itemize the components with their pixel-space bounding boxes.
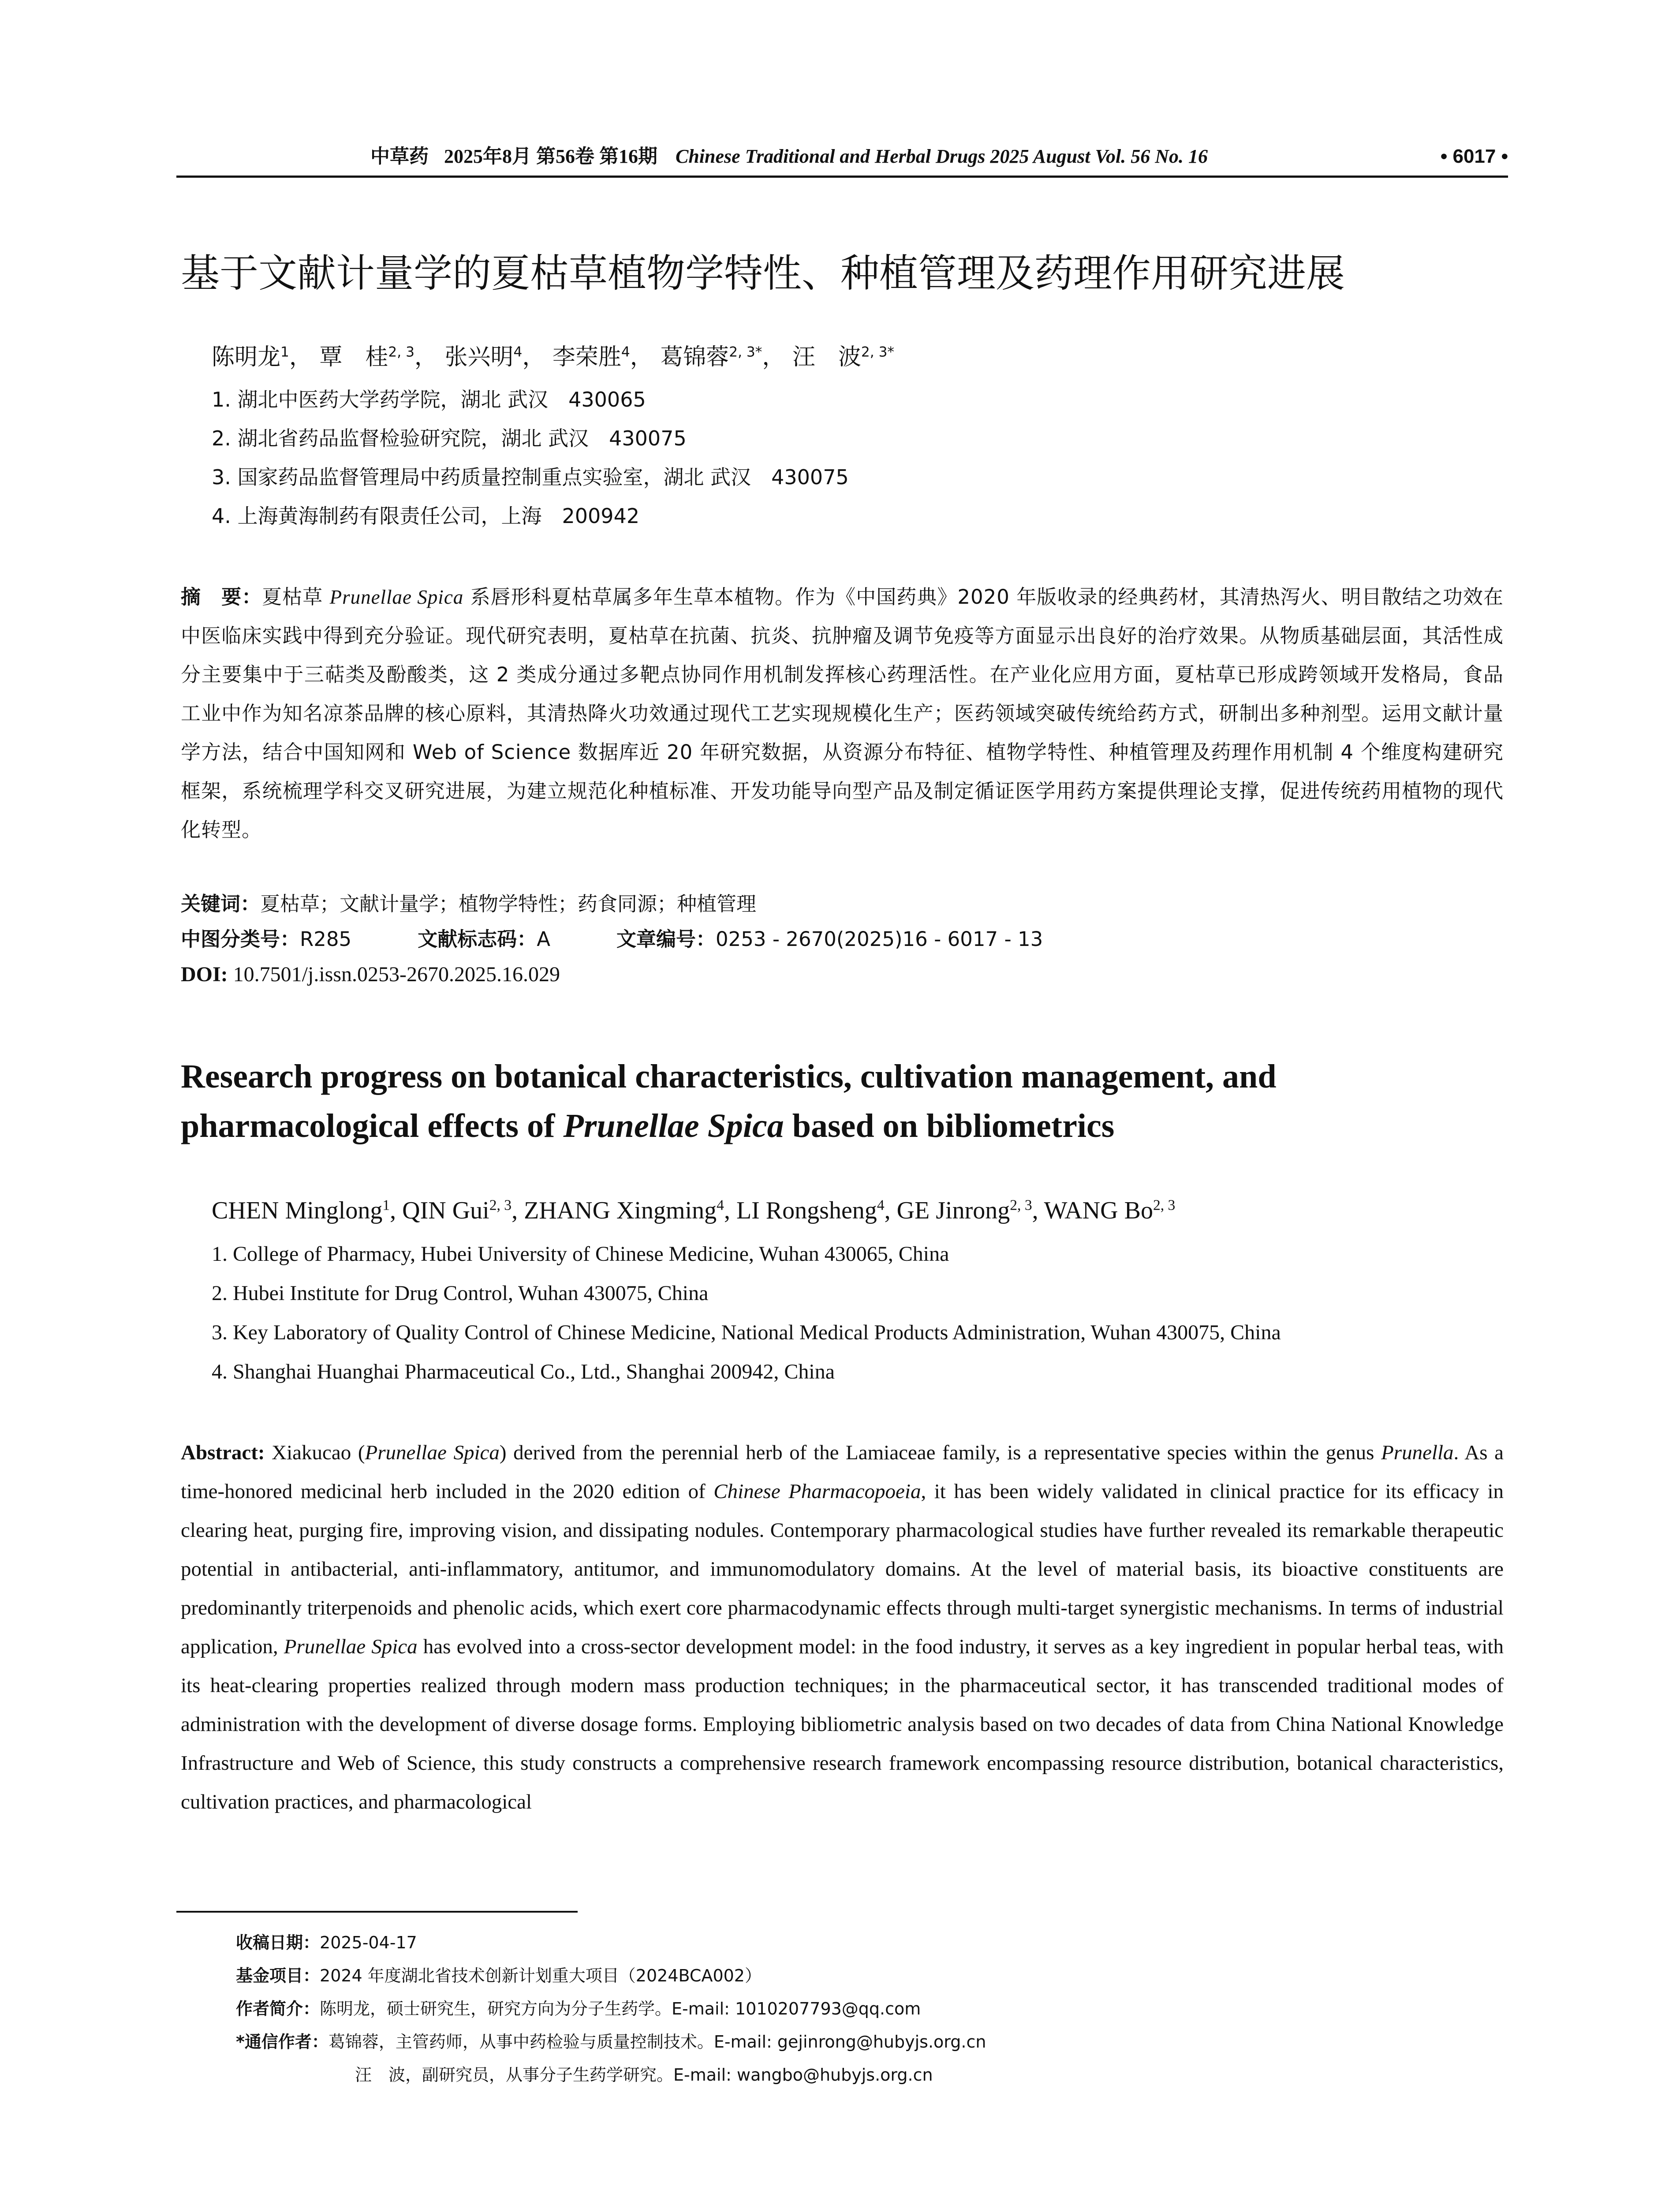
abstract-text-en: ) derived from the perennial herb of the Lamiaceae family, is a representative species within the genus bbox=[499, 1441, 1381, 1464]
footnote-corresponding-2 bbox=[236, 2062, 1515, 2095]
abstract-cn bbox=[181, 578, 1504, 849]
abstract-en bbox=[181, 1433, 1504, 1821]
received-label: 收稿日期： bbox=[236, 1933, 320, 1952]
article-title-cn: 基于文献计量学的夏枯草植物学特性、种植管理及药理作用研究进展 bbox=[181, 250, 1345, 296]
affiliation-item: 1. College of Pharmacy, Hubei University of Chinese Medicine, Wuhan 430065, China bbox=[212, 1242, 949, 1266]
author-affiliation-mark: 2, 3* bbox=[729, 344, 762, 360]
author-affiliation-mark: 1 bbox=[382, 1197, 390, 1214]
doc-code-label: 文献标志码： bbox=[418, 927, 537, 951]
affiliation-item: 3. Key Laboratory of Quality Control of Chinese Medicine, National Medical Products Administration, Wuhan 430075, China bbox=[212, 1321, 1281, 1344]
author-name: 陈明龙 bbox=[212, 344, 281, 370]
title-latin-name: Prunellae Spica bbox=[563, 1107, 784, 1144]
author-name: WANG Bo bbox=[1044, 1197, 1153, 1224]
clc-value: R285 bbox=[300, 927, 352, 951]
article-title-en bbox=[181, 1052, 1504, 1151]
affiliation-item: 4. Shanghai Huanghai Pharmaceutical Co., Ltd., Shanghai 200942, China bbox=[212, 1360, 835, 1383]
abstract-text-cn: 夏枯草 bbox=[262, 585, 330, 609]
author-name: 覃 桂 bbox=[319, 344, 388, 370]
abstract-text-en: . As a time-honored medicinal herb included in the 2020 edition of bbox=[181, 1441, 1504, 1503]
author-name: ZHANG Xingming bbox=[524, 1197, 717, 1224]
title-text-en: Research progress on botanical characteristics, cultivation management, and pharmacological effects of bbox=[181, 1058, 1277, 1144]
latin-name: Prunellae Spica bbox=[329, 586, 464, 608]
author-name: CHEN Minglong bbox=[212, 1197, 383, 1224]
corresponding-author-2: 汪 波，副研究员，从事分子生药学研究。E-mail: wangbo@hubyjs.org.cn bbox=[355, 2065, 933, 2085]
footnote-bio bbox=[236, 1996, 1515, 2029]
author-affiliation-mark: 2, 3* bbox=[861, 344, 895, 360]
author-list-en: CHEN Minglong$^1$, QIN Gui$^{2, 3}$, ZHANG Xingming$^4$, LI Rongsheng$^4$, GE Jinrong$^{2, 3}$, WANG Bo$^{2, 3}$ bbox=[212, 1197, 1176, 1224]
latin-name: Prunellae Spica bbox=[284, 1635, 418, 1658]
title-text-en: based on bibliometrics bbox=[784, 1107, 1115, 1144]
book-title: Chinese Pharmacopoeia bbox=[713, 1480, 921, 1503]
article-no-label: 文章编号： bbox=[616, 927, 716, 951]
header-rule bbox=[176, 176, 1508, 178]
author-name: 汪 波 bbox=[792, 344, 861, 370]
fund-text: 2024 年度湖北省技术创新计划重大项目（2024BCA002） bbox=[320, 1966, 762, 1985]
issue-info-cn: 2025年8月 第56卷 第16期 bbox=[444, 146, 657, 167]
footnote-rule bbox=[176, 1911, 578, 1913]
abstract-label-cn: 摘 要： bbox=[181, 585, 262, 609]
keywords-text: 夏枯草；文献计量学；植物学特性；药食同源；种植管理 bbox=[260, 892, 757, 916]
affiliation-item: 2. 湖北省药品监督检验研究院，湖北 武汉 430075 bbox=[212, 426, 687, 450]
received-date: 2025-04-17 bbox=[320, 1933, 417, 1952]
fund-label: 基金项目： bbox=[236, 1966, 320, 1985]
article-no-value: 0253 - 2670(2025)16 - 6017 - 13 bbox=[716, 927, 1043, 951]
abstract-text-en: Xiakucao ( bbox=[265, 1441, 365, 1464]
author-name: 李荣胜 bbox=[552, 344, 621, 370]
doi-label: DOI: bbox=[181, 963, 228, 986]
corresponding-label: *通信作者： bbox=[236, 2032, 329, 2052]
author-name: LI Rongsheng bbox=[736, 1197, 877, 1224]
abstract-text-en: has evolved into a cross-sector development model: in the food industry, it serves as a key ingredient in popular herbal teas, with its heat-clearing properties realized through modern mass production techniques; in the pharmaceutical sector, it has transcended traditional modes of administration with the development of diverse dosage forms. Employing bibliometric analysis based on two decades of data from China National Knowledge Infrastructure and Web of Science, this study constructs a comprehensive research framework encompassing resource distribution, botanical characteristics, cultivation practices, and pharmacological bbox=[181, 1635, 1504, 1813]
author-list-cn: 陈明龙$^1$， 覃 桂$^{2, 3}$， 张兴明$^4$， 李荣胜$^4$， 葛锦蓉$^{2, 3*}$， 汪 波$^{2, 3*}$ bbox=[212, 344, 895, 370]
author-affiliation-mark: 2, 3 bbox=[489, 1197, 512, 1214]
author-affiliation-mark: 2, 3 bbox=[1153, 1197, 1176, 1214]
running-header bbox=[176, 143, 1508, 174]
footnotes bbox=[236, 1929, 1515, 2095]
doi-value: 10.7501/j.issn.0253-2670.2025.16.029 bbox=[233, 963, 560, 986]
affiliation-list-cn bbox=[212, 384, 1534, 539]
affiliation-list-en bbox=[212, 1238, 1534, 1395]
footnote-corresponding bbox=[236, 2029, 1515, 2062]
page-number: • 6017 • bbox=[1440, 146, 1508, 167]
author-affiliation-mark: 4 bbox=[621, 344, 630, 360]
author-name: GE Jinrong bbox=[896, 1197, 1010, 1224]
keywords-cn bbox=[181, 886, 1504, 922]
author-affiliation-mark: 2, 3 bbox=[388, 344, 414, 360]
author-affiliation-mark: 2, 3 bbox=[1010, 1197, 1032, 1214]
latin-name: Prunellae Spica bbox=[365, 1441, 500, 1464]
author-affiliation-mark: 4 bbox=[877, 1197, 885, 1214]
classification-line bbox=[181, 922, 1504, 957]
author-affiliation-mark: 4 bbox=[717, 1197, 724, 1214]
footnote-received bbox=[236, 1929, 1515, 1962]
abstract-label-en: Abstract: bbox=[181, 1441, 265, 1464]
affiliation-item: 3. 国家药品监督管理局中药质量控制重点实验室，湖北 武汉 430075 bbox=[212, 465, 849, 489]
journal-citation bbox=[370, 143, 1208, 170]
abstract-text-en: , it has been widely validated in clinical practice for its efficacy in clearing heat, purging fire, improving vision, and dissipating nodules. Contemporary pharmacological studies have further revealed its remarkable therapeutic potential in antibacterial, anti-inflammatory, antitumor, and immunomodulatory domains. At the level of material basis, its bioactive constituents are predominantly triterpenoids and phenolic acids, which exert core pharmacodynamic effects through multi-target synergistic mechanisms. In terms of industrial application, bbox=[181, 1480, 1504, 1658]
author-name: 张兴明 bbox=[444, 344, 514, 370]
doc-code-value: A bbox=[537, 927, 550, 951]
journal-name-en: Chinese Traditional and Herbal Drugs 2025 August Vol. 56 No. 16 bbox=[676, 146, 1208, 167]
author-name: QIN Gui bbox=[402, 1197, 489, 1224]
doi-line bbox=[181, 957, 1504, 992]
affiliation-item: 1. 湖北中医药大学药学院，湖北 武汉 430065 bbox=[212, 388, 646, 411]
clc-label: 中图分类号： bbox=[181, 927, 300, 951]
affiliation-item: 2. Hubei Institute for Drug Control, Wuhan 430075, China bbox=[212, 1282, 709, 1305]
latin-name: Prunella bbox=[1381, 1441, 1454, 1464]
author-affiliation-mark: 4 bbox=[513, 344, 523, 360]
keywords-label: 关键词： bbox=[181, 892, 261, 916]
bio-text: 陈明龙，硕士研究生，研究方向为分子生药学。E-mail: 1010207793@qq.com bbox=[320, 1999, 921, 2018]
bio-label: 作者简介： bbox=[236, 1999, 320, 2018]
author-affiliation-mark: 1 bbox=[280, 344, 289, 360]
author-name: 葛锦蓉 bbox=[660, 344, 729, 370]
corresponding-author-1: 葛锦蓉，主管药师，从事中药检验与质量控制技术。E-mail: gejinrong@hubyjs.org.cn bbox=[328, 2032, 986, 2052]
footnote-fund bbox=[236, 1962, 1515, 1996]
abstract-text-cn: 系唇形科夏枯草属多年生草本植物。作为《中国药典》2020 年版收录的经典药材，其清热泻火、明目散结之功效在中医临床实践中得到充分验证。现代研究表明，夏枯草在抗菌、抗炎、抗肿瘤及调节免疫等方面显示出良好的治疗效果。从物质基础层面，其活性成分主要集中于三萜类及酚酸类，这 2 类成分通过多靶点协同作用机制发挥核心药理活性。在产业化应用方面，夏枯草已形成跨领域开发格局，食品工业中作为知名凉茶品牌的核心原料，其清热降火功效通过现代工艺实现规模化生产；医药领域突破传统给药方式，研制出多种剂型。运用文献计量学方法，结合中国知网和 Web of Science 数据库近 20 年研究数据，从资源分布特征、植物学特性、种植管理及药理作用机制 4 个维度构建研究框架，系统梳理学科交叉研究进展，为建立规范化种植标准、开发功能导向型产品及制定循证医学用药方案提供理论支撑，促进传统药用植物的现代化转型。 bbox=[181, 585, 1504, 841]
affiliation-item: 4. 上海黄海制药有限责任公司，上海 200942 bbox=[212, 504, 640, 528]
journal-name-cn: 中草药 bbox=[370, 145, 429, 168]
